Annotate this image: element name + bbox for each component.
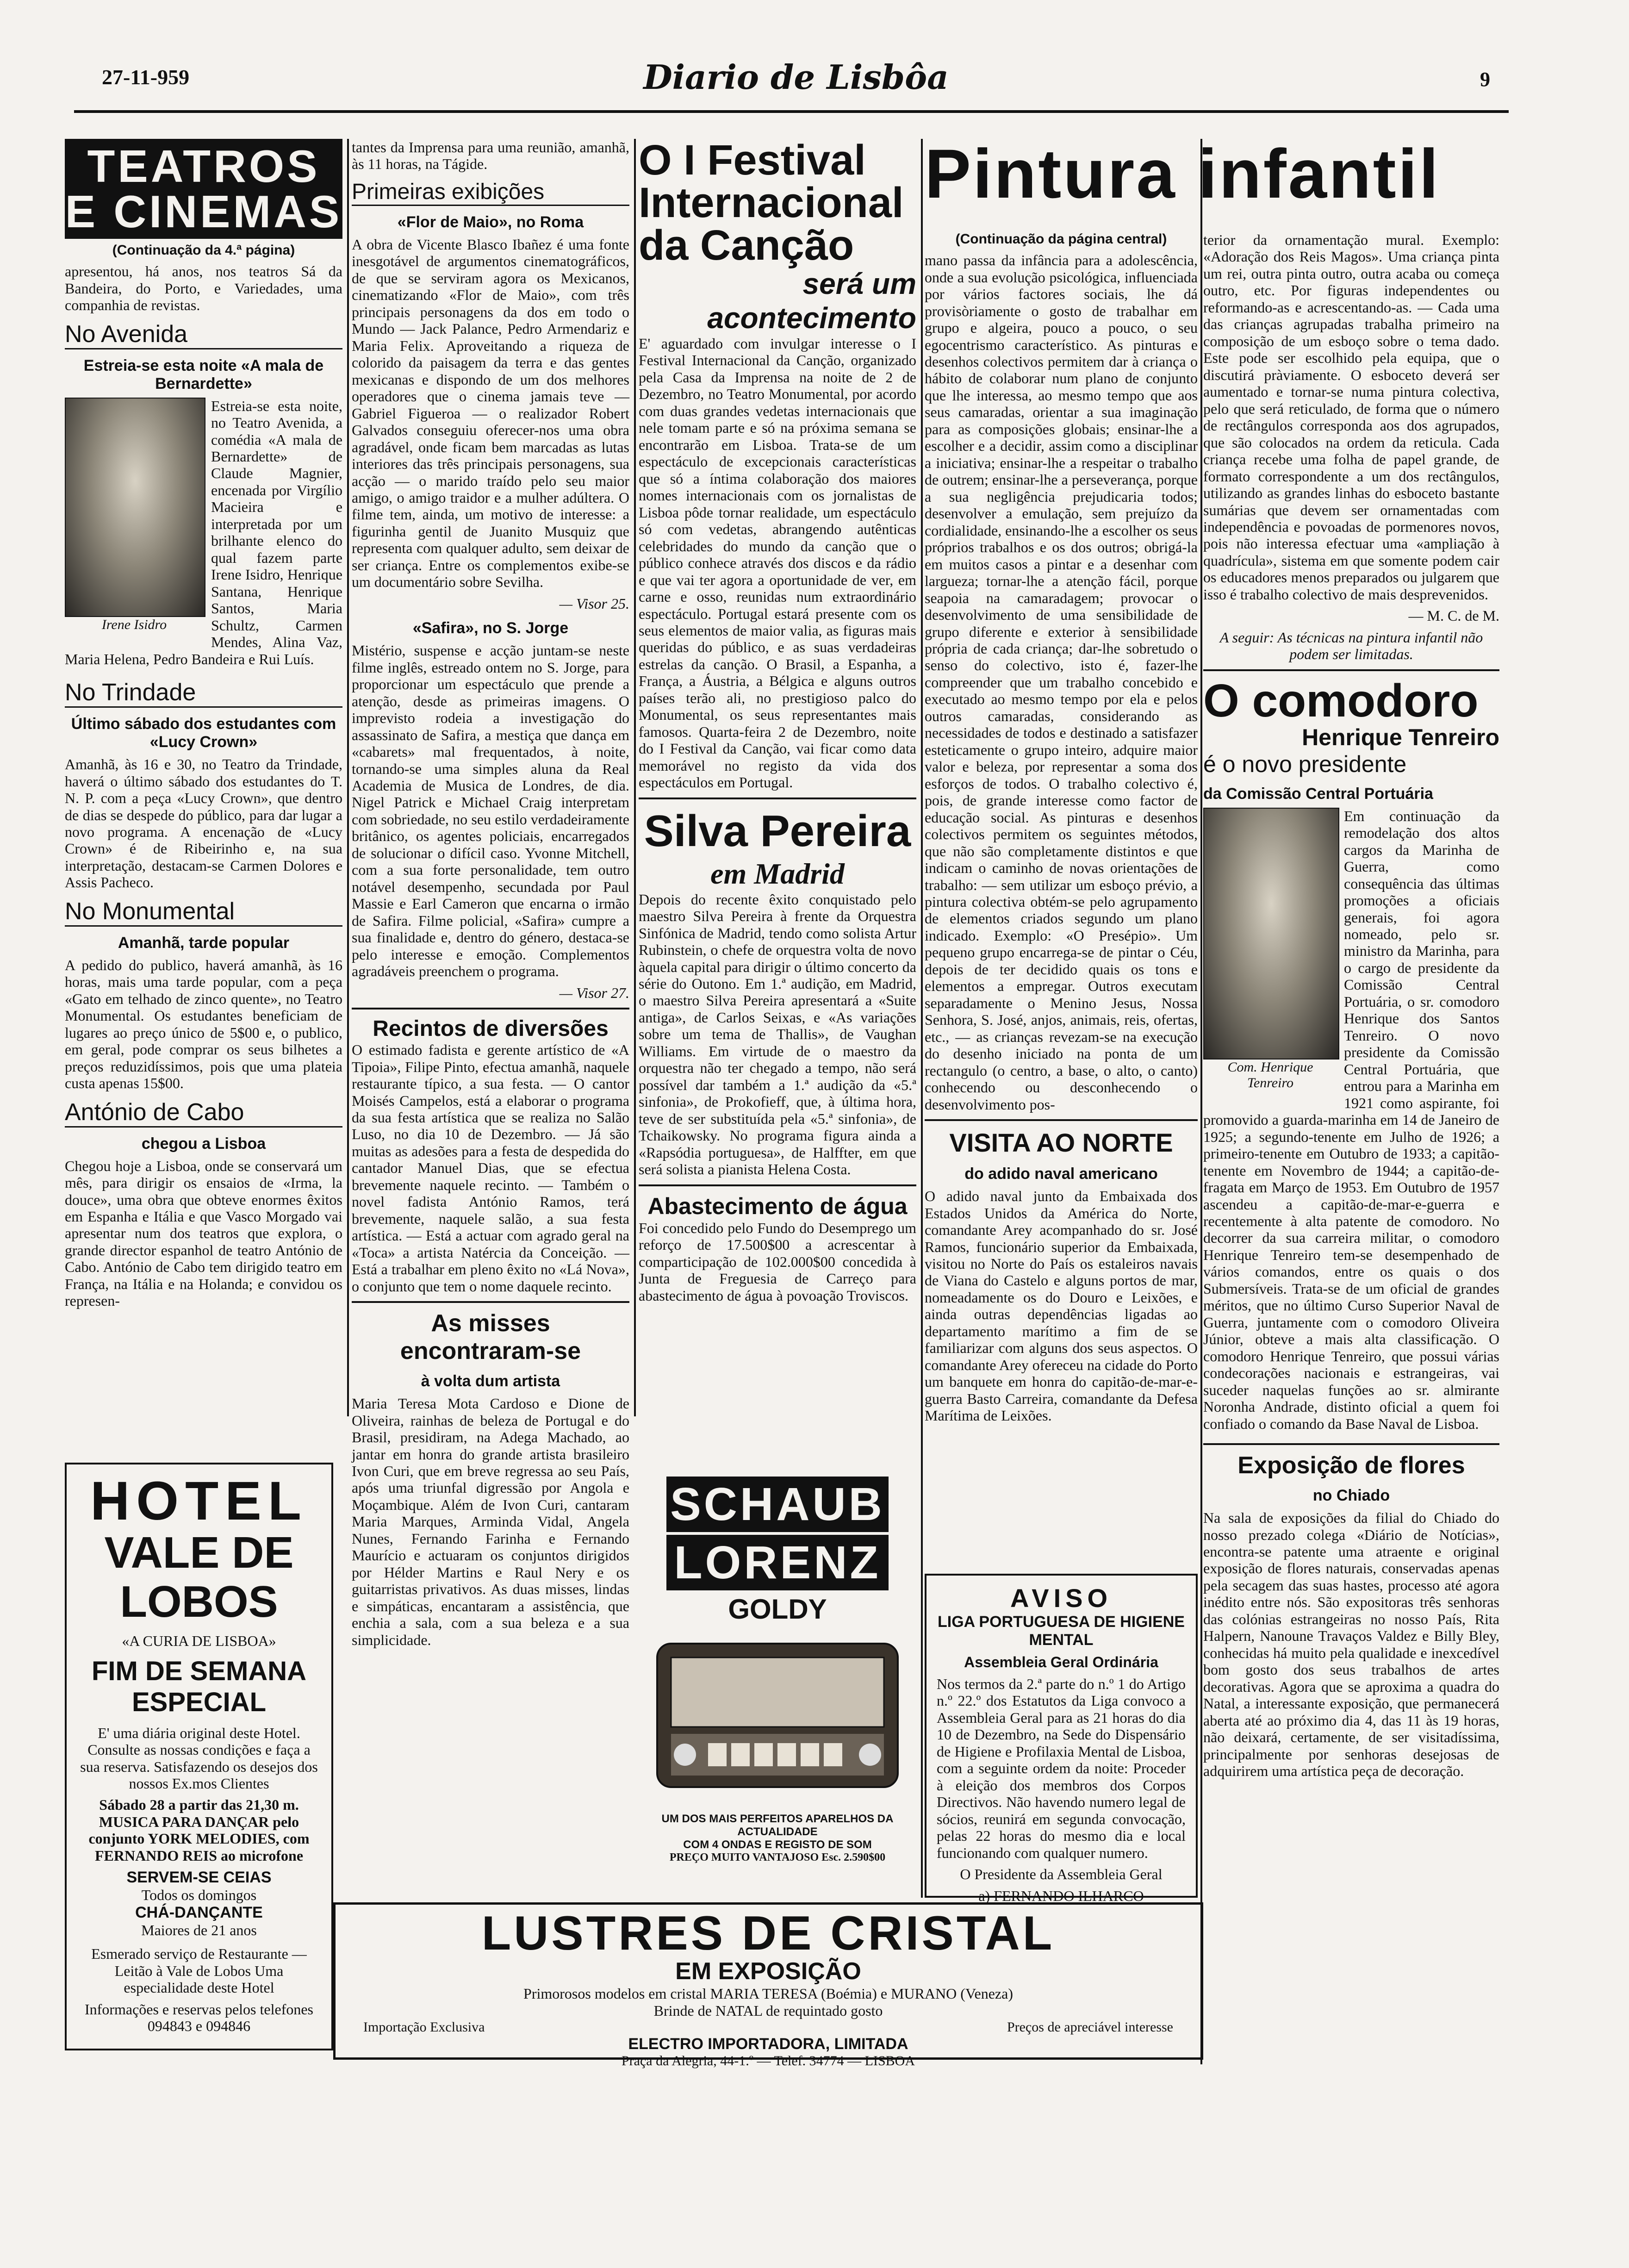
article-text: mano passa da infância para a adolescência, onde a sua evolução psicológica, influenciada por vários factores sociais, lhe dá provisòriamente o gosto de trabalhar em grupo e algeira, pouco a pouco, o seu egocentrismo característico. As pinturas e desenhos colectivos permitem dar à criança o hábito de colaborar num plano de conjunto que lhe interessa, ao mesmo tempo que aos seus camaradas, orientar a sua imaginação para as composições globais; ensinar-lhe a escolher e a decidir, assim como a disciplinar a iniciativa; ensinar-lhe a respeitar o trabalho de outrem; ensinar-lhe a perseverança, porque a sua negligência prejudicaria todos; desenvolver a emulação, sem prejuízo da cordialidade, ensinando-lhe a escolher os seus próprios trabalhos e os dos outros; obrigá-la em muitos casos a pintar e a desenhar com largueza; tornar-lhe a atenção fácil, porque seapoia na camaradagem; provocar o desenvolvimento de uma sensibilidade de grupo diferente e exterior à sensibilidade própria de cada criança; dar-lhe sobretudo o senso do colectivo, isto é, fazer-lhe compreender que um trabalho concebido e executado ao mesmo tempo por ela e pelos outros camaradas, considerando as necessidades de todos e destinado a satisfazer esteticamente o grupo inteiro, adquire maior valor e beleza, por representar a soma dos esforços de todos. O trabalho colectivo é, pois, de grande interesse como factor de educação social. As pinturas e desenhos colectivos permitem os seguintes métodos, que não são completamente distintos e que indicam o caminho de novas orientações de trabalho: — sem utilizar um esboço prévio, a pintura colectiva obtém-se pelo agrupamento de elementos criados segundo um plano indicado. Exemplo: «O Presépio». Um pequeno grupo encarrega-se de pintar o Céu, depois de ter decidido quais os tons e elementos a empregar. Outros executam separadamente o Menino Jesus, Nossa Senhora, S. José, anjos, animais, reis, ofertas, etc., — as crianças revezam-se na execução do desenho iniciado na ponta de um rectangulo (o centro, a base, o alto, o canto) conhecendo ou desconhecendo o desenvolvimento pos- (925, 252, 1198, 1113)
column-commodore (1203, 231, 1499, 2268)
radio-illustration (639, 1625, 916, 1810)
ad-text: COM 4 ONDAS E REGISTO DE SOM (683, 1838, 872, 1851)
section-title: No Monumental (65, 897, 342, 927)
column-divider (634, 139, 636, 1416)
company-address: Praça da Alegria, 44-1.º — Telef. 34774 — LISBOA (621, 2053, 915, 2069)
hotel-word: HOTEL (90, 1470, 308, 1532)
article-text: E' aguardado com invulgar interesse o I Festival Internacional da Canção, organizado pela Casa da Imprensa na noite de 2 de Dezembro, no Teatro Monumental, por acordo com duas grandes vedetas internacionais que nele tomam parte e só na próxima semana se encontrarão em Lisboa. Trata-se de um espectáculo de excepcionais características que só a íntima colaboração dos maiores nomes internacionais com os jornalistas de Lisboa pôde tornar realidade, um espectáculo só com vedetas, abrangendo autênticas celebridades do mundo da canção que o público conhece através dos discos e da rádio e que vai ter agora a oportunidade de ver, em carne e osso, reunidas num extraordinário espectáculo. Portugal estará presente com os seus elementos de maior valia, as figuras mais queridas do público, e as suas verdadeiras estrelas da canção. O Brasil, a Espanha, a França, a Áustria, a Bélgica e alguns outros países terão ali, no prestigioso palco do Monumental, os seus representantes mais famosos. Quarta-feira 2 de Dezembro, noite do I Festival da Canção, vai ficar como data memorável no registo da vida dos espectáculos em Portugal. (639, 335, 916, 791)
price-label: PREÇO MUITO VANTAJOSO (669, 1851, 819, 1863)
article-subheadline: no Chiado (1312, 1487, 1390, 1505)
notice-text: Nos termos da 2.ª parte do n.º 1 do Artigo n.º 22.º dos Estatutos da Liga convoco a Assembleia Geral para as 21 horas do dia 10 de Dezembro, na Sede do Dispensário de Higiene e Profilaxia Mental de Lisboa, com a seguinte ordem da noite: Proceder à eleição dos membros dos Corpos Directivos. Não havendo numero legal de sócios, reunirá em segunda convocação, pelas 22 horas do mesmo dia e local funcionando com qualquer numero. (937, 1676, 1186, 1861)
notice-signature: a) FERNANDO ILHARCO (978, 1887, 1144, 1904)
article-text: O adido naval junto da Embaixada dos Estados Unidos da América do Norte, comandante Arey acompanhado do sr. José Ramos, funcionário superior da Embaixada, visitou no Norte do País os estaleiros navais de Viana do Castelo e alguns portos de mar, nomeadamente os do Douro e Leixões, e ainda outras dependências ligadas ao departamento marítimo a fim de se familiarizar com alguns dos seus aspectos. O comandante Arey ofereceu na cidade do Porto um banquete em honra do capitão-de-mar-e-guerra Basto Carreira, comandante da Defesa Marítima de Leixões. (925, 1188, 1198, 1424)
article-text: Amanhã, às 16 e 30, no Teatro da Trindade, haverá o último sábado dos estudantes do T. N. P. com a peça «Lucy Crown», que dentro de dias se despede do público, para dar lugar a novo programa. A encenação de «Lucy Crown» é de Ribeirinho e, na sua interpretação, destacam-se Carmen Dolores e Assis Pacheco. (65, 756, 342, 891)
article-text: A obra de Vicente Blasco Ibañez é uma fonte inesgotável de argumentos cinematográficos, de que se serviram agora os Mexicanos, cinematizando «Flor de Maio», com três principais personagens da dos em todo o Mundo — Jack Palance, Pedro Armendariz e Maria Felix. Aproveitando a riqueza de colorido da paisagem da terra e das gentes mexicanas e dispondo de um dos melhores operadores que o cinema jamais teve — Gabriel Figueroa — o realizador Robert Galvados conseguiu oferecer-nos uma obra agradável, onde ficam bem marcadas as lutas interiores das três principais personagens, sua acção — o marido traído pelo seu maior amigo, o amigo traidor e a mulher adúltera. O filme tem, ainda, um motivo de interesse: a figurinha gentil de Juanito Musquiz que representa com qualquer adulto, sem deixar de ser criança. Entre os complementos exibe-se um documentário sobre Sevilha. (352, 236, 629, 591)
article-text: Estreia-se esta noite, no Teatro Avenida, a comédia «A mala de Bernardette» de Claude Magnier, encenada por Virgílio Macieira e interpretada por um brilhante elenco do qual fazem parte Irene Isidro, Henrique Santana, Henrique Santos, Maria Schultz, Carmen Mendes, Alina Vaz, Maria Helena, Pedro Bandeira e Rui Luís. (65, 397, 342, 667)
article-headline: As misses encontraram-se (400, 1310, 581, 1365)
divider (352, 1008, 629, 1009)
article-text: Chegou hoje a Lisboa, onde se conservará um mês, para dirigir os ensaios de «Irma, la douce», uma obra que obteve enormes êxitos em Espanha e Itália e que Vasco Morgado vai apresentar num dos teatros que explora, o grande director espanhol de teatro António de Cabo. António de Cabo tem dirigido teatro em França, na Itália e na Holanda; e convidou os represen- (65, 1157, 342, 1309)
divider (639, 798, 916, 799)
ad-text: Brinde de NATAL de requintado gosto (653, 2002, 883, 2019)
column-cinema (352, 139, 629, 1648)
radio-dial (671, 1657, 884, 1727)
event-text: Sábado 28 a partir das 21,30 m. MUSICA PARA DANÇAR pelo conjunto YORK MELODIES, com FERNANDO REIS ao microfone (88, 1796, 310, 1864)
notice-box (925, 1574, 1198, 1904)
contact-info: Informações e reservas pelos telefones 094843 e 094846 (85, 2000, 313, 2035)
radio-knob (674, 1744, 696, 1766)
ad-text: Preços de apreciável interesse (1007, 2019, 1173, 2035)
divider (639, 1184, 916, 1186)
section-title: Recintos de diversões (373, 1016, 609, 1041)
article-text: O estimado fadista e gerente artístico de «A Tipoia», Filipe Pinto, efectua amanhã, naquele restaurante típico, a sua festa. — O cantor Moisés Campelos, está a elaborar o programa da sua festa artística que se realiza no Salão Luso, no dia 10 de Dezembro. — Já são muitas as adesões para a festa de despedida do cantador Manuel Dias, que se efectua brevemente naquele recinto. — Também o novel fadista António Ramos, terá brevemente, naquele salão, a sua festa artística. — Está a actuar com agrado geral na «Toca» a artista Natércia da Conceição. — Está a trabalhar em pleno êxito no «Lá Nova», o conjunto que tem o nome daquele recinto. (352, 1041, 629, 1295)
radio-knob (859, 1744, 881, 1766)
article-subheadline: da Comissão Central Portuária (1203, 785, 1433, 803)
article-subheadline: em Madrid (710, 857, 845, 890)
ad-text: E' uma diária original deste Hotel. Consulte as nossas condições e faça a sua reserva. Satisfazendo os desejos dos nossos Ex.mos Clientes (80, 1724, 318, 1792)
section-title: Primeiras exibições (352, 179, 629, 206)
masthead-rule (74, 110, 1509, 113)
ad-heading: CHÁ-DANÇANTE (135, 1904, 263, 1922)
article-subheadline: do adido naval americano (964, 1165, 1158, 1183)
price-value: Esc. 2.590$00 (821, 1851, 886, 1863)
article-headline: «Flor de Maio», no Roma (397, 213, 584, 231)
article-text: A pedido do publico, haverá amanhã, às 16 horas, mais uma tarde popular, com a peça «Gato em telhado de zinco quente», no Teatro Monumental. Os estudantes beneficiam de lugares ao preço único de 5$00 e, o publico, em geral, pode comprar os seus bilhetes a preços reduzidíssimos, pois que uma plateia custa apenas 15$00. (65, 956, 342, 1092)
follow-up-note: A seguir: As técnicas na pintura infantil não podem ser limitadas. (1219, 629, 1483, 663)
column-painting (925, 231, 1198, 1453)
article-subheadline: à volta dum artista (421, 1372, 560, 1390)
article-headline: Exposição de flores (1237, 1452, 1465, 1479)
article-headline: Silva Pereira (644, 806, 911, 856)
photo-caption: Com. Henrique Tenreiro (1227, 1059, 1313, 1090)
ad-text: Todos os domingos (141, 1887, 257, 1904)
ad-text: Primorosos modelos em cristal MARIA TERESA (Boémia) e MURANO (Veneza) (523, 1985, 1013, 2002)
article-text: tantes da Imprensa para uma reunião, amanhã, às 11 horas, na Tágide. (352, 139, 629, 173)
chandelier-advertisement (333, 1902, 1203, 2069)
photo-caption: Irene Isidro (101, 617, 167, 632)
article-text: terior da ornamentação mural. Exemplo: «Adoração dos Reis Magos». Uma criança pinta um rei, outra pinta outro, outra acaba ou começa outro, etc. Por figuras independentes ou reformando-as e acrescentando-as. — Cada uma das crianças agrupadas trabalha primeiro na composição de um esboço sobre o tema dado. Este pode ser escolhido pela equipa, que o discutirá pràviamente. O esboceto deverá ser aumentado e tornar-se numa pintura colectiva, pelo que será reticulado, de forma que o número de rectângulos corresponda aos dos agrupados, que são colocados na ordem da reticula. Cada criança recebe uma folha de papel grande, de formato correspondente a um dos rectângulos, utilizando as grandes linhas do esboceto bastante sumárias que devem ser ornamentadas com independência e povoadas de pormenores novos, pois não interessa efectuar uma «ampliação à quadrícula», sistema em que somente podem cair os educadores menos preparados ou julgarem que isso é trabalho colectivo de mais desprevenidos. (1203, 231, 1499, 603)
ad-line (336, 2019, 1201, 2035)
newspaper-title: Diario de Lisbôa (643, 57, 949, 97)
article-headline: Pintura infantil (925, 135, 1440, 212)
article-subheadline: é o novo presidente (1203, 751, 1407, 777)
article-subheadline: será um acontecimento (707, 267, 916, 335)
continuation-note: (Continuação da 4.ª página) (112, 243, 295, 258)
notice-subtitle: Assembleia Geral Ordinária (964, 1654, 1158, 1670)
article-headline: chegou a Lisboa (141, 1134, 266, 1153)
painting-headline-block (925, 135, 1494, 222)
section-banner: TEATROS E CINEMAS (65, 139, 342, 239)
hotel-advertisement (65, 1463, 333, 2050)
article-subheadline: Henrique Tenreiro (1302, 724, 1499, 750)
photo-block (65, 398, 204, 633)
ad-heading: SERVEM-SE CEIAS (126, 1869, 272, 1887)
article-text: Foi concedido pelo Fundo do Desemprego um reforço de 17.500$00 a acrescentar à comparticipação de 102.000$00 concedida à Junta de Freguesia de Carreço para abastecimento de água à povoação Troviscos. (639, 1219, 916, 1304)
ad-title: LUSTRES DE CRISTAL (481, 1907, 1055, 1960)
divider (925, 1119, 1198, 1121)
column-festival (639, 139, 916, 1398)
notice-title: AVISO (1010, 1583, 1113, 1613)
notice-organization: LIGA PORTUGUESA DE HIGIENE MENTAL (938, 1613, 1185, 1649)
issue-date: 27-11-959 (102, 65, 190, 89)
actress-photo (65, 398, 205, 617)
price-line (639, 1851, 916, 1864)
ad-subtitle: EM EXPOSIÇÃO (675, 1958, 861, 1985)
brand-name: LORENZ (666, 1535, 889, 1590)
ad-text: Esmerado serviço de Restaurante — Leitão à Vale de Lobos Uma especialidade deste Hotel (91, 1945, 307, 1996)
continuation-note: (Continuação da página central) (955, 231, 1167, 247)
commodore-photo (1203, 808, 1339, 1059)
article-headline: VISITA AO NORTE (949, 1128, 1173, 1158)
section-title: António de Cabo (65, 1098, 342, 1128)
article-signature: — Visor 25. (559, 595, 629, 612)
hotel-tagline: «A CURIA DE LISBOA» (122, 1632, 276, 1650)
article-headline: «Safira», no S. Jorge (412, 619, 569, 637)
article-headline: O comodoro (1203, 674, 1479, 727)
brand-name: SCHAUB (666, 1477, 889, 1532)
divider (352, 1301, 629, 1303)
article-text: Mistério, suspense e acção juntam-se neste filme inglês, estreado ontem no S. Jorge, para proporcionar um espectáculo que prende a atenção, desde as primeiras imagens. O imprevisto rodeia a investigação do assassinato de Safira, a mestiça que dança em «cabarets» mal frequentados, à noite, tornando-se uma simples aluna da Real Academia de Musica de Londres, de dia. Nigel Patrick e Michael Craig interpretam com sobriedade, no seu estilo verdadeiramente britânico, os agentes policiais, encarregados de solucionar o difícil caso. Yvonne Mitchell, com a sua forte personalidade, tem outro notável desempenho, secundada por Paul Massie e Earl Cameron que encarna o irmão de Safira. Filme policial, «Safira» cumpre a sua finalidade e, dentro do género, destaca-se pelo interesse e emoção. Complementos agradáveis preenchem o programa. (352, 642, 629, 980)
radio-advertisement (639, 1467, 916, 1865)
weekend-headline: FIM DE SEMANA ESPECIAL (92, 1656, 306, 1717)
section-title: No Trindade (65, 679, 342, 708)
article-signature: — Visor 27. (559, 984, 629, 1001)
page-number: 9 (1480, 68, 1490, 91)
section-title: Abastecimento de água (647, 1193, 908, 1219)
column-divider (921, 139, 923, 1898)
divider (1203, 669, 1499, 671)
column-divider (1200, 139, 1202, 2064)
article-headline: Último sábado dos estudantes com «Lucy Crown» (71, 715, 336, 751)
ad-text: UM DOS MAIS PERFEITOS APARELHOS DA ACTUALIDADE (661, 1813, 894, 1838)
ad-text: Importação Exclusiva (363, 2019, 485, 2035)
article-headline: O I Festival Internacional da Canção (639, 137, 904, 269)
section-title: No Avenida (65, 320, 342, 349)
ad-text: Maiores de 21 anos (141, 1922, 257, 1939)
column-theatres (65, 139, 342, 1453)
column-divider (347, 139, 349, 1416)
article-headline: Amanhã, tarde popular (118, 934, 290, 952)
photo-block (1203, 808, 1337, 1091)
article-text: Em continuação da remodelação dos altos cargos da Marinha de Guerra, como consequência das últimas promoções a oficiais generais, foi agora nomeado, pelo sr. ministro da Marinha, para o cargo de presidente da Comissão Central Portuária, o sr. comodoro Henrique dos Santos Tenreiro. O novo presidente da Comissão Central Portuária, que entrou para a Marinha em 1921 como aspirante, foi promovido a guarda-marinha em 14 de Janeiro de 1925; a segundo-tenente em Julho de 1926; a primeiro-tenente em Outubro de 1933; a capitão-tenente em Novembro de 1944; a capitão-de-fragata em Março de 1953. Em Outubro de 1957 ascendeu a capitão-de-mar-e-guerra e recentemente à alta patente de comodoro. No decorrer da sua carreira militar, o comodoro Henrique Tenreiro tem-se desempenhado de vários comandos, entre os quais o dos Submersíveis. Trata-se de um oficial de grandes méritos, que no último Curso Superior Naval de Guerra, juntamente com o comodoro Oliveira Júnior, obteve a mais alta classificação. O comodoro Henrique Tenreiro, que possui várias condecorações nacionais e estrangeiras, vai suceder naquelas funções ao sr. almirante Noronha Andrade, distinto oficial a quem foi confiado o comando da Base Naval de Lisboa. (1203, 807, 1499, 1432)
model-name: GOLDY (728, 1594, 827, 1625)
article-headline: Estreia-se esta noite «A mala de Bernardette» (83, 356, 324, 393)
article-signature: — M. C. de M. (1408, 607, 1499, 624)
masthead (102, 57, 1490, 125)
article-text: apresentou, há anos, nos teatros Sá da Bandeira, do Porto, e Variedades, uma companhia de revistas. (65, 263, 342, 314)
hotel-name: VALE DE LOBOS (104, 1528, 294, 1626)
notice-signature: O Presidente da Assembleia Geral (960, 1866, 1163, 1883)
article-text: Na sala de exposições da filial do Chiado do nosso prezado colega «Diário de Notícias», encontra-se patente uma atraente e original exposição de flores naturais, conservadas apenas pela secagem das suas hastes, processo até agora inédito entre nós. São expositoras três senhoras das colónias estrangeiras no nosso País, Rita Halpern, Nanoune Travaços Valdez e Billy Bley, conhecidas há muito pela qualidade e inexcedível bom gosto dos seus trabalhos de artes decorativas. Agora que se aproxima a quadra do Natal, a interessante exposição, que permanecerá aberta até ao próximo dia 4, das 11 às 19 horas, não deixará, certamente, de ser visitadíssima, principalmente por senhoras desejosas de adquirirem uma artística peça de decoração. (1203, 1509, 1499, 1780)
article-text: Depois do recente êxito conquistado pelo maestro Silva Pereira à frente da Orquestra Sinfónica de Madrid, tendo como solista Artur Rubinstein, o chefe de orquestra volta de novo àquela capital para dirigir o último concerto da série do Outono. Em 1.ª audição, em Madrid, o maestro Silva Pereira apresentará a «Suite antiga», de Carlos Seixas, e «As variações sobre um tema de Thallis», de Vaughan Williams. Em virtude de o maestro da orquestra não ter chegado a tempo, não será possível dar também a 1.ª audição da «5.ª sinfonia», de Prokofieff, que, à última hora, teve de ser substituída pela «5.ª sinfonia», de Tchaikowsky. No programa figura ainda a «Rapsódia portuguesa», de Halffter, em que será solista a pianista Helena Costa. (639, 891, 916, 1178)
divider (1203, 1443, 1499, 1445)
company-name: ELECTRO IMPORTADORA, LIMITADA (628, 2035, 908, 2053)
article-text: Maria Teresa Mota Cardoso e Dione de Oliveira, rainhas de beleza de Portugal e do Brasil, presidiram, na Adega Machado, ao jantar em honra do grande artista brasileiro Ivon Curi, que em breve regressa ao seu País, após uma triunfal digressão por Angola e Moçambique. Além de Ivon Curi, cantaram Maria Marques, Arminda Vidal, Angela Nunes, Fernando Farinha e Fernando Maurício e actuaram os conjuntos dirigidos por Hélder Martins e Raul Nery e os guitarristas privativos. As duas misses, lindas e simpáticas, encantaram a assistência, que enchia a sala, com a sua beleza e a sua simplicidade. (352, 1395, 629, 1648)
